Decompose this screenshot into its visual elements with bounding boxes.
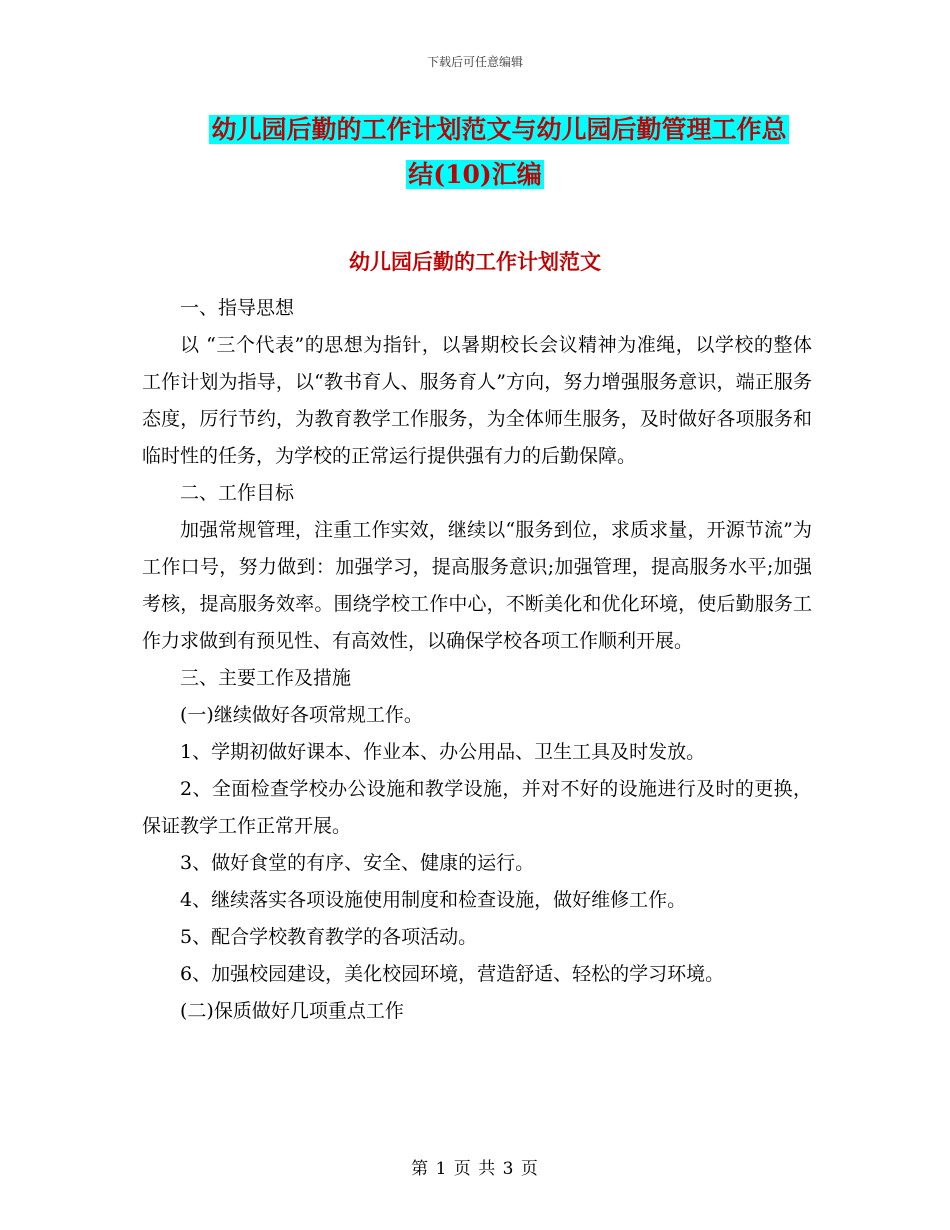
list-item-2: 2、全面检查学校办公设施和教学设施，并对不好的设施进行及时的更换，保证教学工作正常开展。: [142, 778, 812, 837]
list-item-6: 6、加强校园建设，美化校园环境，营造舒适、轻松的学习环境。: [180, 963, 725, 985]
subheading-routine-work: (一)继续做好各项常规工作。: [180, 704, 423, 726]
subheading-key-work: (二)保质做好几项重点工作: [180, 1000, 404, 1022]
header-note: 下载后可任意编辑: [426, 55, 523, 69]
section-title: 幼儿园后勤的工作计划范文: [349, 249, 601, 274]
list-item-5: 5、配合学校教育教学的各项活动。: [180, 926, 478, 948]
heading-guiding-thought: 一、指导思想: [180, 297, 295, 319]
heading-work-goals: 二、工作目标: [180, 482, 295, 504]
list-item-1: 1、学期初做好课本、作业本、办公用品、卫生工具及时发放。: [180, 741, 706, 763]
list-item-3: 3、做好食堂的有序、安全、健康的运行。: [180, 852, 535, 874]
title-text-1: 幼儿园后勤的工作计划范文与幼儿园后勤管理工作总: [211, 115, 787, 144]
page-footer: 第 1 页 共 3 页: [411, 1159, 539, 1179]
paragraph-guiding-thought: 以 “三个代表”的思想为指针，以暑期校长会议精神为准绳，以学校的整体工作计划为指导，以“教书育人、服务育人”方向，努力增强服务意识，端正服务态度，厉行节约，为教育教学工作服务，为全体师生服务，及时做好各项服务和临时性的任务，为学校的正常运行提供强有力的后勤保障。: [142, 334, 812, 467]
paragraph-work-goals: 加强常规管理，注重工作实效，继续以“服务到位，求质求量，开源节流”为工作口号，努力做到：加强学习，提高服务意识;加强管理，提高服务水平;加强考核，提高服务效率。围绕学校工作中心，不断美化和优化环境，使后勤服务工作力求做到有预见性、有高效性，以确保学校各项工作顺利开展。: [142, 519, 812, 652]
heading-main-work: 三、主要工作及措施: [180, 667, 352, 689]
document-title-line-2: [0, 153, 950, 197]
document-title-line-1: [0, 108, 950, 152]
body-text: [142, 290, 812, 1030]
list-item-4: 4、继续落实各项设施使用制度和检查设施，做好维修工作。: [180, 889, 687, 911]
title-text-2: 结(10)汇编: [408, 160, 542, 189]
